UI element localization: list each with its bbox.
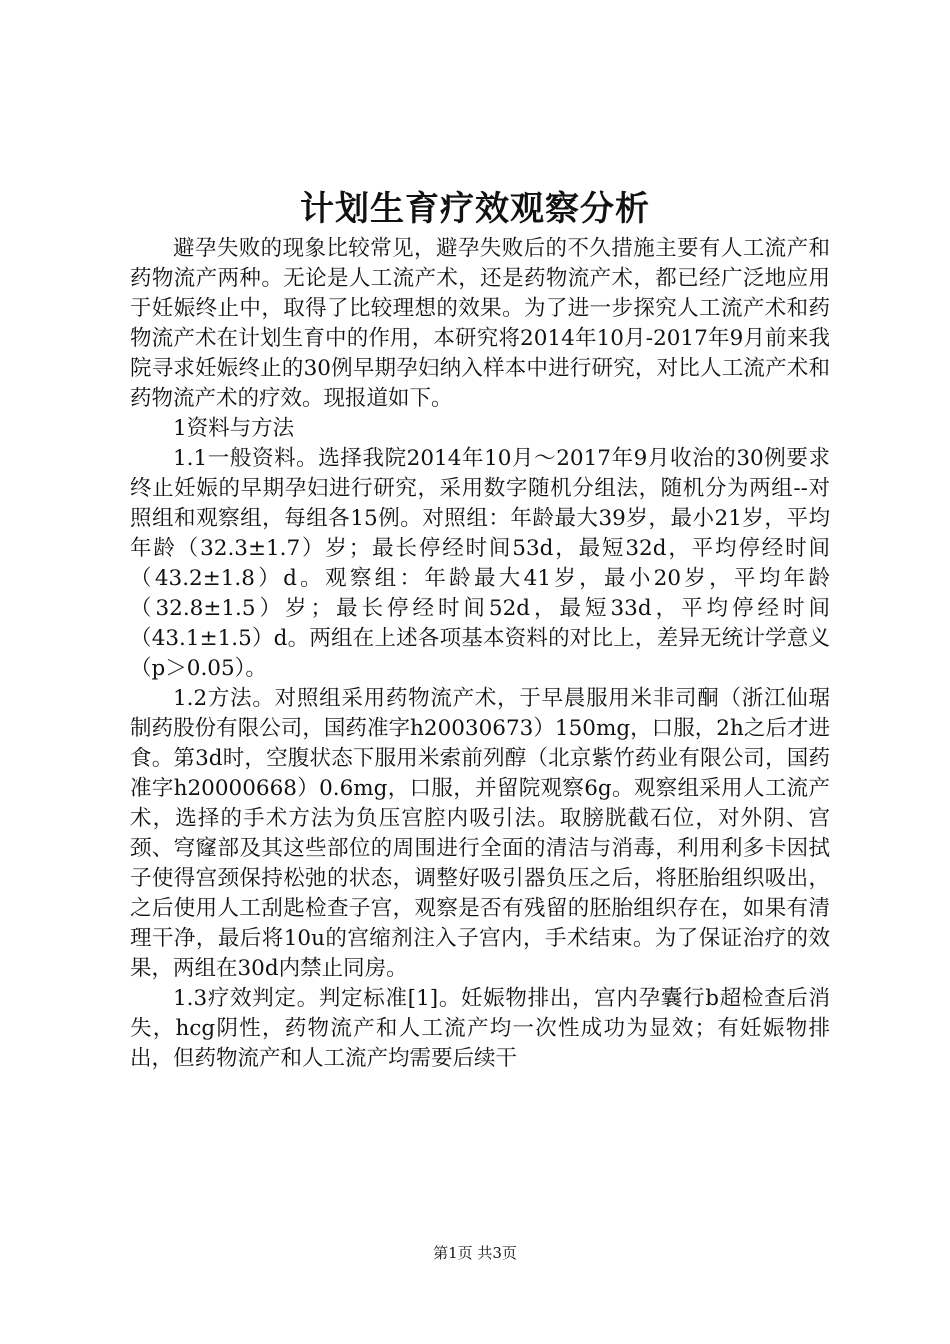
paragraph-intro: 避孕失败的现象比较常见，避孕失败后的不久措施主要有人工流产和药物流产两种。无论是人工流产术，还是药物流产术，都已经广泛地应用于妊娠终止中，取得了比较理想的效果。为了进一步探究人工流产术和药物流产术在计划生育中的作用，本研究将2014年10月-2017年9月前来我院寻求妊娠终止的30例早期孕妇纳入样本中进行研究，对比人工流产术和药物流产术的疗效。现报道如下。 <box>130 236 830 411</box>
paragraph-general-data: 1.1一般资料。选择我院2014年10月～2017年9月收治的30例要求终止妊娠的早期孕妇进行研究，采用数字随机分组法，随机分为两组--对照组和观察组，每组各15例。对照组：年龄最大39岁，最小21岁，平均年龄（32.3±1.7）岁；最长停经时间53d，最短32d，平均停经时间（43.2±1.8）d。观察组：年龄最大41岁，最小20岁，平均年龄（32.8±1.5）岁；最长停经时间52d，最短33d，平均停经时间（43.1±1.5）d。两组在上述各项基本资料的对比上，差异无统计学意义（p＞0.05）。 <box>130 446 830 681</box>
paragraph-methods: 1.2方法。对照组采用药物流产术，于早晨服用米非司酮（浙江仙琚制药股份有限公司，国药准字h20030673）150mg，口服，2h之后才进食。第3d时，空腹状态下服用米索前列醇（北京紫竹药业有限公司，国药准字h20000668）0.6mg，口服，并留院观察6g。观察组采用人工流产术，选择的手术方法为负压宫腔内吸引法。取膀胱截石位，对外阴、宫颈、穹窿部及其这些部位的周围进行全面的清洁与消毒，利用利多卡因拭子使得宫颈保持松弛的状态，调整好吸引器负压之后，将胚胎组织吸出，之后使用人工刮匙检查子宫，观察是否有残留的胚胎组织存在，如果有清理干净，最后将10u的宫缩剂注入子宫内，手术结束。为了保证治疗的效果，两组在30d内禁止同房。 <box>130 686 830 981</box>
document-body <box>130 234 830 1074</box>
paragraph-efficacy-criteria: 1.3疗效判定。判定标准[1]。妊娠物排出，宫内孕囊行b超检查后消失，hcg阴性，药物流产和人工流产均一次性成功为显效；有妊娠物排出，但药物流产和人工流产均需要后续干 <box>130 986 830 1071</box>
section-heading-materials-methods: 1资料与方法 <box>173 416 295 441</box>
page-number-footer: 第1页 共3页 <box>433 1244 517 1262</box>
document-title: 计划生育疗效观察分析 <box>300 189 650 229</box>
